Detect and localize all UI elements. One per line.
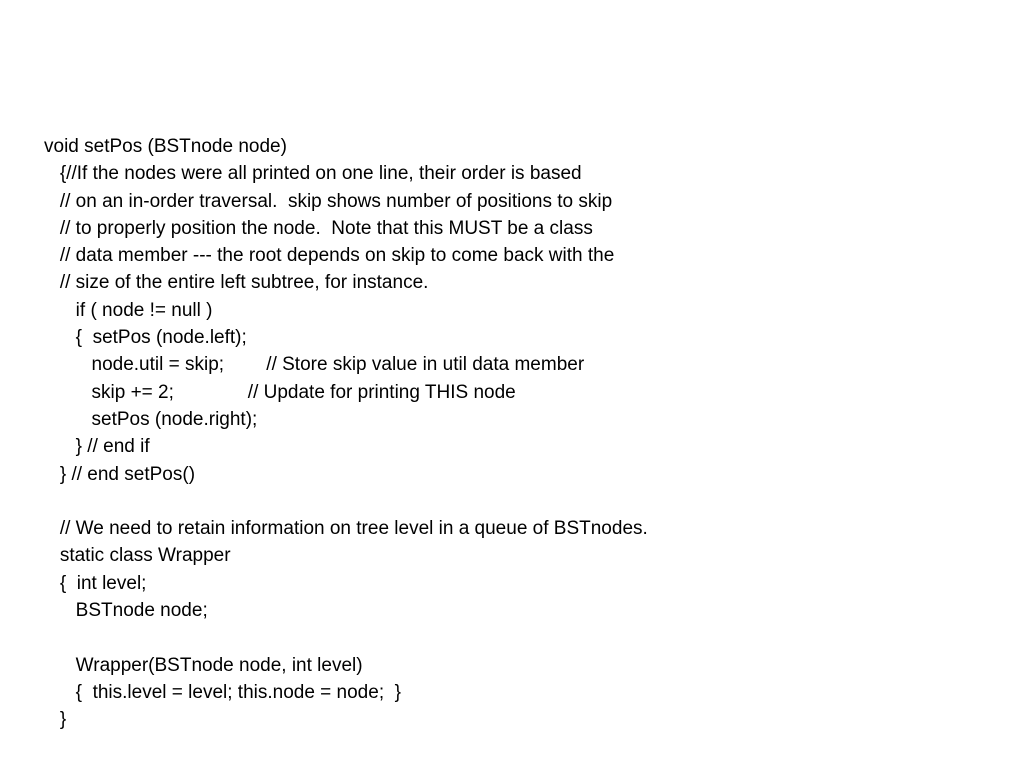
code-line: // size of the entire left subtree, for instance.: [44, 272, 429, 294]
code-line: if ( node != null ): [44, 299, 213, 321]
code-line: // on an in-order traversal. skip shows number of positions to skip: [44, 190, 613, 212]
code-line: // to properly position the node. Note that this MUST be a class: [44, 217, 593, 239]
code-line: // We need to retain information on tree level in a queue of BSTnodes.: [44, 518, 648, 540]
code-line: BSTnode node;: [44, 600, 208, 622]
blank-line: [44, 624, 648, 651]
code-line: { this.level = level; this.node = node; }: [44, 681, 402, 703]
code-line: Wrapper(BSTnode node, int level): [44, 654, 363, 676]
blank-line: [44, 488, 648, 515]
code-line: // data member --- the root depends on skip to come back with the: [44, 245, 615, 267]
code-line: static class Wrapper: [44, 545, 231, 567]
code-block: [44, 133, 648, 734]
code-line: setPos (node.right);: [44, 408, 258, 430]
code-line: void setPos (BSTnode node): [44, 136, 287, 157]
code-line: skip += 2; // Update for printing THIS node: [44, 381, 516, 403]
code-line: { setPos (node.left);: [44, 327, 247, 349]
code-line: } // end setPos(): [44, 463, 196, 485]
code-line: { int level;: [44, 572, 147, 594]
code-line: } // end if: [44, 436, 150, 458]
code-line: node.util = skip; // Store skip value in util data member: [44, 354, 585, 376]
code-line: }: [44, 709, 67, 731]
code-line: {//If the nodes were all printed on one line, their order is based: [44, 163, 582, 185]
